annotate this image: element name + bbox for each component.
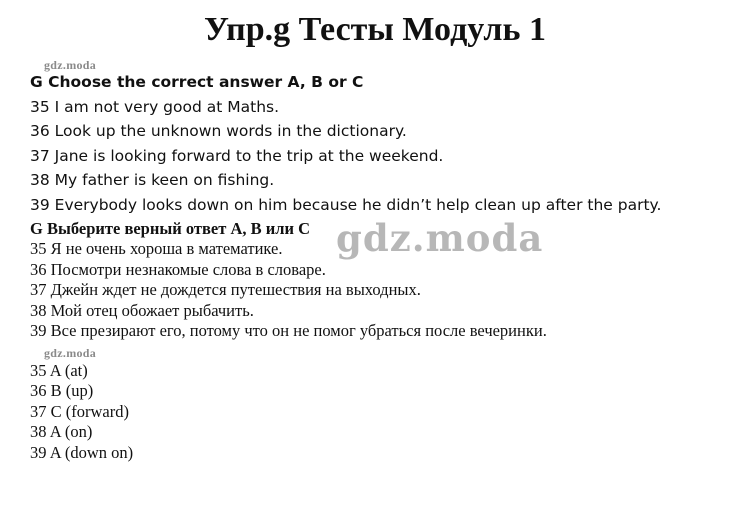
russian-item-35: 35 Я не очень хороша в математике.	[30, 239, 283, 259]
answer-36: 36 B (up)	[30, 381, 94, 401]
english-item-37: 37 Jane is looking forward to the trip at the weekend.	[30, 146, 444, 165]
russian-item-36: 36 Посмотри незнакомые слова в словаре.	[30, 259, 326, 279]
english-item-39: 39 Everybody looks down on him because he didn’t help clean up after the party.	[30, 195, 662, 214]
english-heading: G Choose the correct answer A, B or C	[30, 73, 364, 91]
russian-item-39: 39 Все презирают его, потому что он не помог убраться после вечеринки.	[30, 321, 547, 341]
answer-35: 35 A (at)	[30, 361, 88, 380]
russian-item-37: 37 Джейн ждет не дождется путешествия на выходных.	[30, 280, 421, 300]
watermark-large: gdz.moda	[336, 216, 544, 260]
watermark-small-bottom: gdz.moda	[44, 346, 97, 360]
english-item-35: 35 I am not very good at Maths.	[30, 97, 280, 116]
answer-37: 37 C (forward)	[30, 401, 129, 421]
answer-39: 39 A (down on)	[30, 442, 134, 462]
watermark-small-top: gdz.moda	[44, 58, 97, 72]
page-title: Упр.g Тесты Модуль 1	[204, 11, 546, 48]
english-section	[30, 70, 661, 217]
english-item-36: 36 Look up the unknown words in the dictionary.	[30, 122, 407, 140]
russian-item-38: 38 Мой отец обожает рыбачить.	[30, 300, 254, 320]
answers-section	[30, 361, 133, 463]
russian-heading: G Выберите верный ответ A, B или C	[30, 219, 311, 238]
english-item-38: 38 My father is keen on fishing.	[30, 171, 275, 189]
answer-38: 38 A (on)	[30, 422, 93, 442]
